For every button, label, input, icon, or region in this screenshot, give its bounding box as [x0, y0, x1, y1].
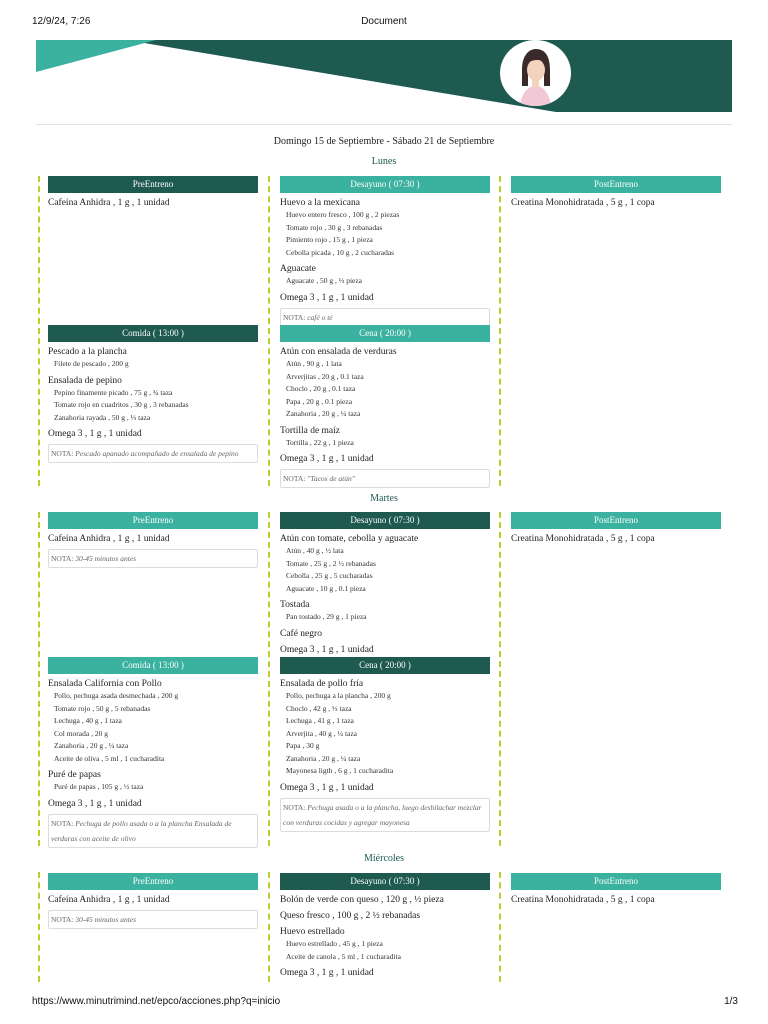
ingredient: Zanahoria , 20 g , ¼ taza — [286, 753, 361, 763]
ingredient: Puré de papas , 105 g , ½ taza — [54, 782, 144, 791]
ingredient: Tomate rojo en cuadritos , 30 g , 3 rebanadas — [54, 400, 189, 409]
food-item: Cafeína Anhidra , 1 g , 1 unidad — [48, 895, 170, 905]
note-label: NOTA: — [283, 312, 306, 322]
print-page-number: 1/3 — [724, 996, 738, 1007]
ingredient: Aguacate , 10 g , 0.1 pieza — [286, 583, 366, 593]
profile-name: Adriana — [601, 41, 647, 56]
food-item: Pescado a la plancha — [48, 347, 127, 357]
food-item: Aguacate — [280, 264, 316, 274]
food-item: Café negro — [280, 628, 322, 639]
food-item: Omega 3 , 1 g , 1 unidad — [280, 968, 374, 978]
meal-card-desayuno — [280, 873, 490, 979]
ingredient: Pollo, pechuga a la plancha , 200 g — [286, 691, 391, 700]
ingredient: Tomate rojo , 50 g , 5 rebanadas — [54, 703, 151, 713]
day-title-martes: Martes — [370, 493, 398, 504]
ingredient: Cebolla picada , 10 g , 2 cucharadas — [286, 247, 395, 257]
food-item: Omega 3 , 1 g , 1 unidad — [280, 454, 374, 464]
ingredient: Tortilla , 22 g , 1 pieza — [286, 437, 354, 447]
ingredient: Papa , 30 g — [286, 741, 320, 750]
meal-note — [280, 798, 490, 832]
meal-card-comida — [48, 657, 258, 848]
ingredient: Lechuga , 40 g , 1 taza — [54, 716, 122, 725]
food-item: Cafeína Anhidra , 1 g , 1 unidad — [48, 534, 170, 544]
food-item: Tortilla de maíz — [280, 425, 341, 436]
ingredient: Mayonesa ligth , 6 g , 1 cucharadita — [286, 766, 394, 775]
day-divider-line — [499, 872, 501, 982]
print-url: https://www.minutrimind.net/epco/acciones.php?q=inicio — [32, 996, 281, 1007]
day-title-lunes: Lunes — [371, 156, 397, 167]
meal-card-desayuno — [280, 512, 490, 656]
meal-note — [280, 469, 490, 488]
day-title-miercoles: Miércoles — [364, 853, 404, 864]
ingredient: Aceite de oliva , 5 ml , 1 cucharadita — [54, 753, 165, 763]
ingredient: Pollo, pechuga asada desmechada , 200 g — [54, 691, 179, 700]
note-label: NOTA: — [51, 915, 74, 924]
day-divider-line — [268, 176, 270, 486]
ingredient: Zanahoria , 20 g , ¼ taza — [286, 409, 361, 418]
ingredient: Cebolla , 25 g , 5 cucharadas — [286, 571, 373, 580]
day-divider-line — [268, 512, 270, 846]
ingredient: Tomate , 25 g , 2 ½ rebanadas — [286, 558, 376, 568]
note-text: café o té — [307, 312, 333, 322]
meal-title: PostEntreno — [511, 176, 721, 193]
note-label: NOTA: — [51, 449, 74, 458]
food-item: Huevo estrellado — [280, 927, 345, 937]
food-item: Creatina Monohidratada , 5 g , 1 copa — [511, 198, 655, 208]
ingredient: Zanahoria rayada , 50 g , ⅓ taza — [54, 412, 151, 422]
day-divider-line — [499, 176, 501, 486]
print-header — [0, 16, 768, 32]
day-divider-line — [38, 872, 40, 982]
food-item: Omega 3 , 1 g , 1 unidad — [280, 644, 374, 655]
week-date-range: Domingo 15 de Septiembre - Sábado 21 de Septiembre — [273, 136, 495, 147]
meal-title: Cena ( 20:00 ) — [280, 325, 490, 342]
meal-title: PreEntreno — [48, 873, 258, 890]
meal-title: Comida ( 13:00 ) — [48, 325, 258, 342]
food-item: Atún con tomate, cebolla y aguacate — [280, 534, 419, 544]
ingredient: Atún , 90 g , 1 lata — [286, 359, 342, 368]
note-label: NOTA: — [283, 802, 306, 812]
meal-title: Desayuno ( 07:30 ) — [280, 512, 490, 529]
note-label: NOTA: — [51, 554, 74, 563]
note-text: Pechuga asada o a la plancha, luego deshilachar mezclar con verduras cocidas y agregar mayonesa — [283, 802, 482, 827]
day-divider-line — [38, 176, 40, 486]
note-text: Pechuga de pollo asada o a la plancha Ensalada de verduras con aceite de olivo — [51, 818, 232, 843]
food-item: Queso fresco , 100 g , 2 ½ rebanadas — [280, 911, 421, 921]
meal-title: PostEntreno — [511, 512, 721, 529]
ingredient: Col morada , 20 g — [54, 728, 108, 738]
food-item: Tostada — [280, 600, 310, 610]
meal-title: PostEntreno — [511, 873, 721, 890]
avatar — [500, 40, 571, 106]
food-item: Omega 3 , 1 g , 1 unidad — [280, 782, 374, 793]
divider — [36, 124, 732, 125]
day-divider-line — [499, 512, 501, 846]
meal-note — [48, 444, 258, 463]
ingredient: Atún , 40 g , ½ lata — [286, 546, 344, 555]
ingredient: Pepino finamente picado , 75 g , ¾ taza — [54, 387, 173, 397]
print-footer — [0, 996, 768, 1012]
ingredient: Lechuga , 41 g , 1 taza — [286, 716, 354, 725]
note-label: NOTA: — [51, 818, 74, 828]
meal-note — [48, 549, 258, 568]
food-item: Puré de papas — [48, 770, 101, 780]
note-text: 30-45 minutos antes — [75, 554, 137, 563]
meal-title: Cena ( 20:00 ) — [280, 657, 490, 674]
meal-note — [48, 910, 258, 929]
ingredient: Choclo , 20 g , 0.1 taza — [286, 384, 356, 393]
ingredient: Tomate rojo , 30 g , 3 rebanadas — [286, 222, 383, 232]
meal-note — [280, 308, 490, 327]
ingredient: Huevo estrellado , 45 g , 1 pieza — [286, 939, 383, 948]
food-item: Ensalada de pepino — [48, 375, 122, 386]
meal-card-postentreno — [511, 176, 721, 209]
ingredient: Choclo , 42 g , ⅓ taza — [286, 703, 352, 713]
user-avatar-icon — [500, 40, 571, 106]
food-item: Cafeína Anhidra , 1 g , 1 unidad — [48, 198, 170, 208]
ingredient: Aguacate , 50 g , ⅓ pieza — [286, 276, 363, 285]
food-item: Omega 3 , 1 g , 1 unidad — [48, 429, 142, 439]
ingredient: Papa , 20 g , 0.1 pieza — [286, 396, 353, 406]
food-item: Omega 3 , 1 g , 1 unidad — [280, 292, 374, 303]
food-item: Atún con ensalada de verduras — [280, 347, 397, 357]
print-title: Document — [361, 16, 407, 27]
note-label: NOTA: — [283, 474, 306, 483]
meal-title: PreEntreno — [48, 512, 258, 529]
food-item: Creatina Monohidratada , 5 g , 1 copa — [511, 534, 655, 544]
meal-note — [48, 814, 258, 848]
ingredient: Arverjita , 40 g , ¼ taza — [286, 728, 358, 738]
meal-card-postentreno — [511, 512, 721, 545]
meal-card-cena — [280, 325, 490, 488]
note-text: "Tacos de atún" — [307, 474, 355, 483]
note-text: Pescado apanado acompañado de ensalada de pepino — [75, 449, 239, 458]
food-item: Creatina Monohidratada , 5 g , 1 copa — [511, 895, 655, 905]
food-item: Ensalada California con Pollo — [48, 679, 162, 689]
ingredient: Huevo entero fresco , 100 g , 2 piezas — [286, 210, 400, 219]
meal-title: Desayuno ( 07:30 ) — [280, 176, 490, 193]
ingredient: Zanahoria , 20 g , ¼ taza — [54, 741, 129, 750]
meal-card-comida — [48, 325, 258, 463]
meal-card-postentreno — [511, 873, 721, 906]
day-divider-line — [38, 512, 40, 846]
food-item: Ensalada de pollo fría — [280, 679, 364, 689]
meal-card-preentreno — [48, 176, 258, 209]
ingredient: Filete de pescado , 200 g — [54, 359, 129, 368]
note-text: 30-45 minutos antes — [75, 915, 137, 924]
ingredient: Arverjitas , 20 g , 0.1 taza — [286, 371, 364, 381]
meal-title: PreEntreno — [48, 176, 258, 193]
meal-card-desayuno — [280, 176, 490, 327]
food-item: Huevo a la mexicana — [280, 198, 360, 208]
meal-title: Comida ( 13:00 ) — [48, 657, 258, 674]
meal-card-cena — [280, 657, 490, 832]
ingredient: Aceite de canola , 5 ml , 1 cucharadita — [286, 951, 401, 961]
day-divider-line — [268, 872, 270, 982]
meal-title: Desayuno ( 07:30 ) — [280, 873, 490, 890]
print-date: 12/9/24, 7:26 — [32, 16, 91, 27]
ingredient: Pimiento rojo , 15 g , 1 pieza — [286, 235, 373, 244]
ingredient: Pan tostado , 29 g , 1 pieza — [286, 612, 367, 621]
meal-card-preentreno — [48, 512, 258, 568]
meal-card-preentreno — [48, 873, 258, 929]
food-item: Omega 3 , 1 g , 1 unidad — [48, 798, 142, 809]
food-item: Bolón de verde con queso , 120 g , ½ pieza — [280, 895, 444, 905]
